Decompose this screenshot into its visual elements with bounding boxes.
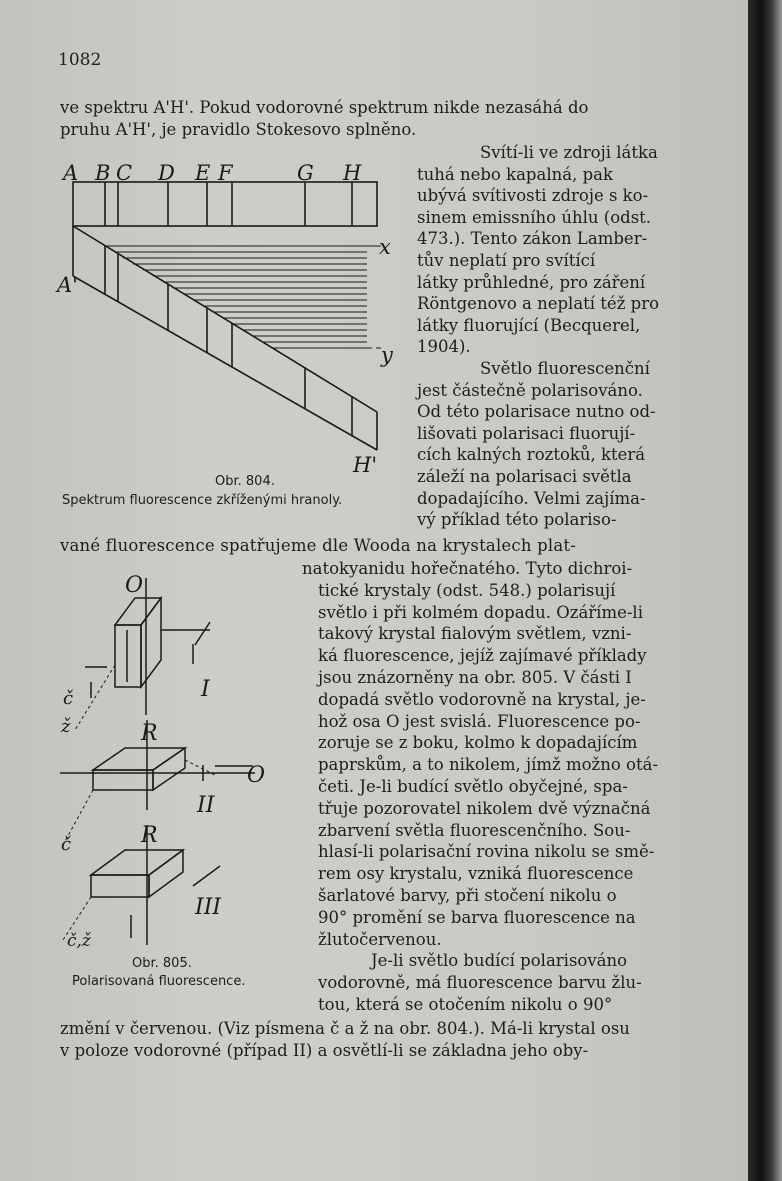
text-line: změní v červenou. (Viz písmena č a ž na obr. 804.). Má-li krystal osu xyxy=(60,1019,630,1038)
text-line-lower-column: tou, která se otočením nikolu o 90° xyxy=(318,995,613,1014)
figure-805-polarised-fluorescence xyxy=(55,570,295,960)
text-line-lower-column: rem osy krystalu, vzniká fluorescence xyxy=(318,864,634,884)
fig804-label-E: E xyxy=(195,161,211,185)
text-line-right-column: vý příklad této polariso- xyxy=(417,510,617,530)
text-line-lower-column: jsou znázorněny na obr. 805. V části I xyxy=(318,668,632,687)
fig805-label-II: II xyxy=(197,793,215,818)
fig804-label-h-prime: H' xyxy=(353,453,378,477)
text-line-lower-column: četi. Je-li budící světlo obyčejné, spa- xyxy=(318,777,628,796)
text-line: ve spektru A'H'. Pokud vodorovné spektrum nikde nezasáhá do xyxy=(60,98,589,117)
fig804-caption-number: Obr. 804. xyxy=(215,474,275,489)
fig804-label-y: y xyxy=(381,343,393,367)
fig804-label-D: D xyxy=(158,161,175,185)
text-line-right-column: sinem emissního úhlu (odst. xyxy=(417,207,652,227)
text-line-right-column: Svítí-li ve zdroji látka xyxy=(480,143,658,162)
text-line-lower-column: hož osa O jest svislá. Fluorescence po- xyxy=(318,711,641,731)
page-number: 1082 xyxy=(58,50,102,70)
fig805-label-r-low: R xyxy=(141,823,158,848)
text-line-full: vané fluorescence spatřujeme dle Wooda na krystalech plat- xyxy=(60,536,576,555)
text-line-right-column: tuhá nebo kapalná, pak xyxy=(417,164,613,184)
text-line-right-column: cích kalných roztoků, která xyxy=(417,445,646,465)
text-line-right-column: 473.). Tento zákon Lamber- xyxy=(417,229,648,249)
text-line-right-column: tův neplatí pro svítící xyxy=(417,251,596,270)
text-line-right-column: 1904). xyxy=(417,337,471,357)
fig805-caption-text: Polarisovaná fluorescence. xyxy=(72,974,246,989)
fig805-caption-number: Obr. 805. xyxy=(132,956,192,971)
fig804-label-A: A xyxy=(63,161,79,185)
text-line-lower-column: Je-li světlo budící polarisováno xyxy=(371,951,628,971)
fig805-label-c1: č xyxy=(63,688,74,709)
fig804-label-a-prime: A' xyxy=(57,273,78,297)
fig804-label-x: x xyxy=(379,235,391,259)
book-spine xyxy=(748,0,782,1181)
text-line-lower-column: paprskům, a to nikolem, jímž možno otá- xyxy=(318,755,659,775)
text-line-right-column: Od této polarisace nutno od- xyxy=(417,402,656,422)
text-line-lower-column: 90° promění se barva fluorescence na xyxy=(318,907,636,927)
text-line-lower-column: dopadá světlo vodorovně na krystal, je- xyxy=(318,689,646,709)
text-line-right-column: látky fluorující (Becquerel, xyxy=(417,315,641,335)
text-line-lower-column: třuje pozorovatel nikolem dvě význačná xyxy=(318,798,651,818)
text-line-lower-column: hlasí-li polarisační rovina nikolu se smě- xyxy=(318,842,655,862)
text-line-lower-column: vodorovně, má fluorescence barvu žlu- xyxy=(318,973,642,993)
text-line-lower-column: světlo i při kolmém dopadu. Ozáříme-li xyxy=(318,602,643,622)
fig805-label-c2: č xyxy=(61,834,72,855)
fig804-label-G: G xyxy=(297,161,314,185)
text-line-lower-column: zbarvení světla fluorescenčního. Sou- xyxy=(318,820,631,840)
figure-804-spectrum-diagram xyxy=(55,150,405,490)
fig805-label-I: I xyxy=(201,677,210,702)
fig805-label-o-mid: O xyxy=(247,763,266,788)
text-line-lower-column: šarlatové barvy, při stočení nikolu o xyxy=(318,886,617,905)
text-line-right-column: látky průhledné, pro záření xyxy=(417,272,646,292)
text-line-lower-column: ká fluorescence, jejíž zajímavé příklady xyxy=(318,646,647,666)
text-line-lower-column: zoruje se z boku, kolmo k dopadajícím xyxy=(318,733,638,753)
fig805-label-cz: č,ž xyxy=(67,931,91,951)
fig804-caption-text: Spektrum fluorescence zkříženými hranoly. xyxy=(62,493,343,508)
text-line-right-column: dopadajícího. Velmi zajíma- xyxy=(417,488,646,508)
text-line: pruhu A'H', je pravidlo Stokesovo splněno. xyxy=(60,120,417,139)
text-line-right-column: Světlo fluorescenční xyxy=(480,359,650,378)
text-line-lower-column: takový krystal fialovým světlem, vzni- xyxy=(318,624,632,644)
text-line-lower-column: tické krystaly (odst. 548.) polarisují xyxy=(318,580,616,600)
fig805-label-r-mid: R xyxy=(141,721,158,746)
text-line: v poloze vodorovné (případ II) a osvětlí-li se základna jeho oby- xyxy=(60,1041,589,1060)
text-line-right-column: záleží na polarisaci světla xyxy=(417,467,632,486)
fig804-label-B: B xyxy=(95,161,111,185)
text-line-right-column: ubývá svítivosti zdroje s ko- xyxy=(417,186,649,206)
text-line-right-column: Röntgenovo a neplatí též pro xyxy=(417,294,660,314)
fig804-label-H: H xyxy=(343,161,362,185)
text-line-right-column: jest částečně polarisováno. xyxy=(417,380,643,400)
fig805-label-o-top: O xyxy=(125,573,144,598)
fig805-label-III: III xyxy=(195,895,222,920)
fig804-label-C: C xyxy=(116,161,133,185)
fig805-label-z1: ž xyxy=(61,716,71,737)
fig804-label-F: F xyxy=(218,161,233,185)
text-line-right-column: lišovati polarisaci fluorují- xyxy=(417,423,636,443)
text-line-lower-column: natokyanidu hořečnatého. Tyto dichroi- xyxy=(302,559,633,578)
text-line-lower-column: žlutočervenou. xyxy=(318,929,442,949)
